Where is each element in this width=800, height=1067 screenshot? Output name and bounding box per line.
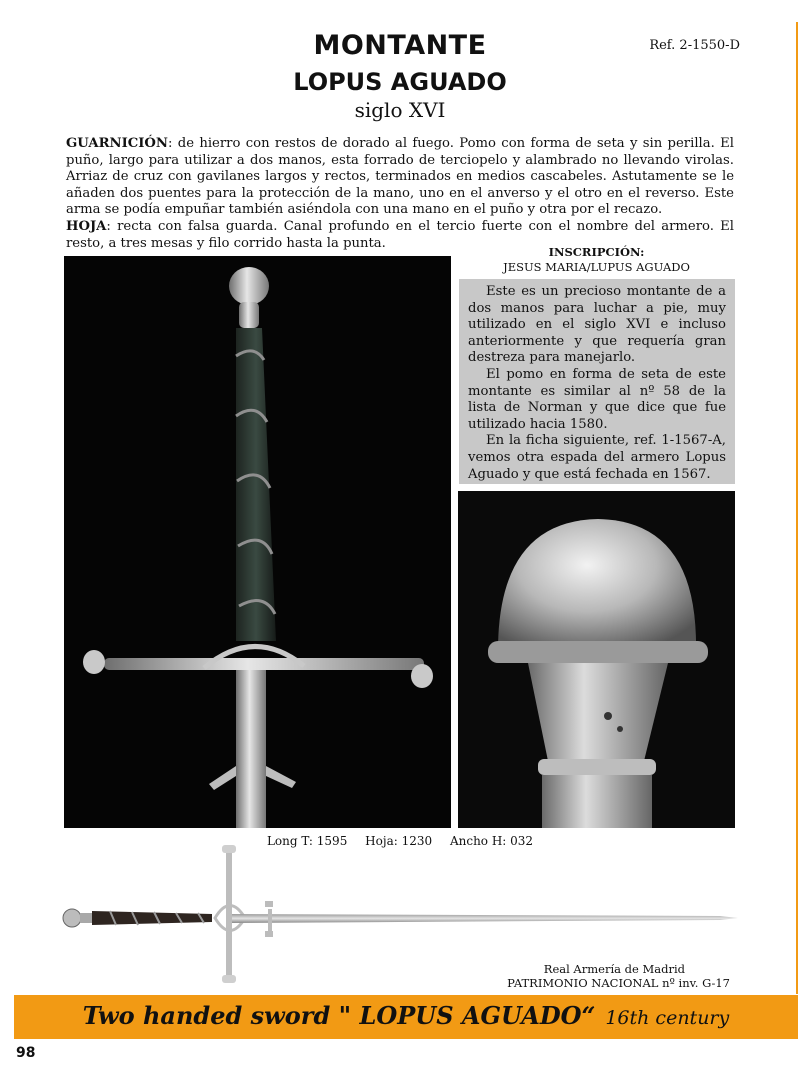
note-paragraph-2: El pomo en forma de seta de este montante es similar al nº 58 de la lista de Norman y que dice que fue utilizado hacia 1580.	[468, 366, 726, 432]
footer-banner-text	[14, 1001, 798, 1030]
banner-century: 16th century	[605, 1007, 730, 1029]
inscription-heading: INSCRIPCIÓN:	[548, 245, 645, 259]
page-number: 98	[16, 1045, 36, 1061]
hilt-photo	[64, 256, 451, 828]
collection-name: Real Armería de Madrid	[543, 962, 685, 976]
collection-inventory: PATRIMONIO NACIONAL nº inv. G-17	[507, 976, 730, 990]
page-title: MONTANTE	[313, 30, 487, 61]
page-subtitle: LOPUS AGUADO	[293, 68, 507, 96]
sword-hilt-image	[64, 256, 451, 828]
dimension-width: Ancho H: 032	[449, 834, 534, 848]
dimension-length: Long T: 1595	[266, 834, 348, 848]
reference-number: Ref. 2-1550-D	[649, 38, 740, 53]
guarnicion-label: GUARNICIÓN	[66, 136, 168, 151]
banner-title: Two handed sword " LOPUS AGUADO“	[82, 1001, 596, 1030]
guarnicion-text: : de hierro con restos de dorado al fuego. Pomo con forma de seta y sin perilla. El puño, largo para utilizar a dos manos, esta forrado de terciopelo y alambrado no llevando virolas. Arriaz de cruz con gavilanes largos y rectos, terminados en medios cascabeles. Astutamente se le añaden dos puentes para la protección de la mano, uno en el anverso y el otro en el reverso. Este arma se podía empuñar también asiéndola con una mano en el puño y otra por el recazo.	[66, 136, 734, 218]
note-paragraph-1: Este es un precioso montante de a dos manos para luchar a pie, muy utilizado en el siglo XVI e incluso anteriormente y que requería gran destreza para manejarlo.	[468, 284, 726, 366]
pommel-closeup-image	[458, 491, 735, 828]
description-text	[66, 136, 734, 252]
inscription-text: JESUS MARIA/LUPUS AGUADO	[503, 260, 690, 274]
page-century: siglo XVI	[354, 98, 446, 122]
hoja-text: : recta con falsa guarda. Canal profundo en el tercio fuerte con el nombre del armero. El resto, a tres mesas y filo corrido hasta la punta.	[66, 218, 734, 251]
note-paragraph-3: En la ficha siguiente, ref. 1-1567-A, vemos otra espada del armero Lopus Aguado y que está fechada en 1567.	[468, 433, 726, 482]
hoja-label: HOJA	[66, 218, 107, 234]
page-border-right	[796, 22, 798, 994]
note-text	[468, 284, 726, 483]
dimension-blade: Hoja: 1230	[365, 834, 433, 848]
pommel-photo	[458, 491, 735, 828]
